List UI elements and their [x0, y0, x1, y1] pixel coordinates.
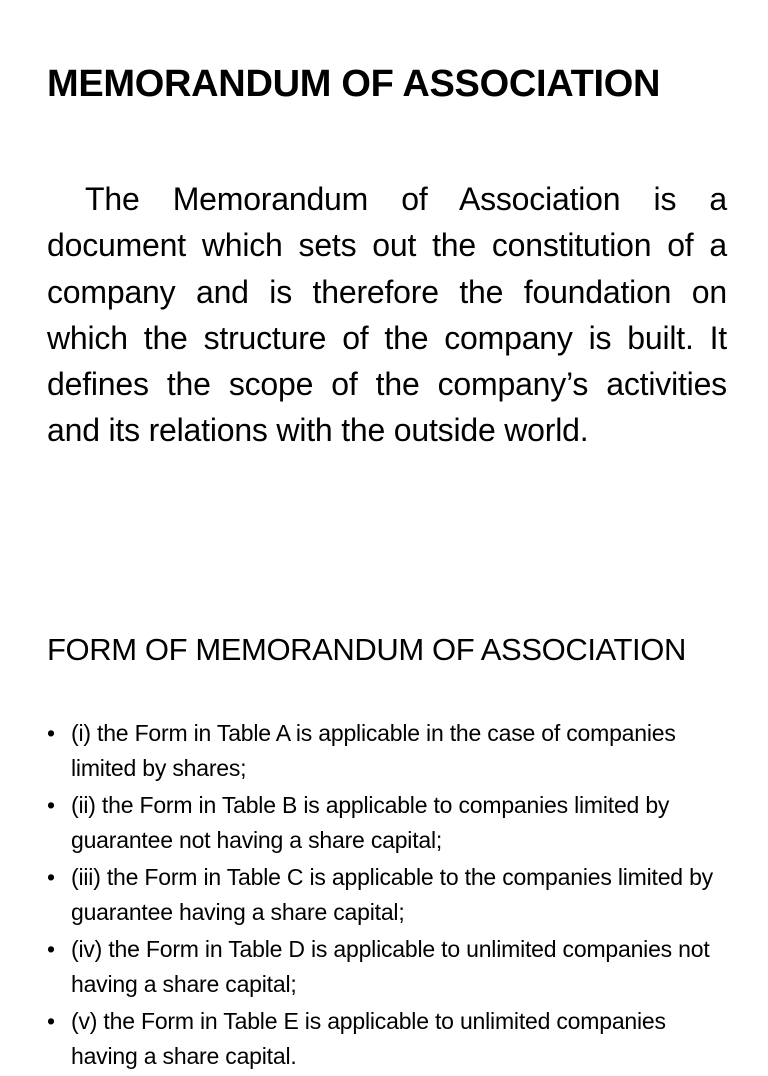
list-item-text: (ii) the Form in Table B is applicable to companies limited by guarantee not having a share capital; — [71, 792, 670, 853]
bullet-icon: • — [47, 864, 55, 890]
list-item — [47, 860, 727, 929]
list-item-text: (iii) the Form in Table C is applicable to the companies limited by guarantee having a share capital; — [71, 864, 713, 925]
list-item-text: (v) the Form in Table E is applicable to unlimited companies having a share capital. — [71, 1008, 666, 1069]
section-title: FORM OF MEMORANDUM OF ASSOCIATION — [47, 632, 686, 667]
bullet-icon: • — [47, 936, 55, 962]
list-item — [47, 716, 727, 785]
list-item-text: (iv) the Form in Table D is applicable to unlimited companies not having a share capital; — [71, 936, 710, 997]
bullet-icon: • — [47, 1008, 55, 1034]
list-item — [47, 1004, 727, 1073]
bullet-icon: • — [47, 720, 55, 746]
intro-paragraph: The Memorandum of Association is a document which sets out the constitution of a company and is therefore the foundation on which the structure of the company is built. It defines the scope of the company’s activities and its relations with the outside world. — [47, 181, 727, 449]
bullet-icon: • — [47, 792, 55, 818]
list-item — [47, 932, 727, 1001]
list-item — [47, 788, 727, 857]
form-list — [47, 716, 727, 1076]
list-item-text: (i) the Form in Table A is applicable in the case of companies limited by shares; — [71, 720, 676, 781]
page-title: MEMORANDUM OF ASSOCIATION — [47, 63, 661, 105]
